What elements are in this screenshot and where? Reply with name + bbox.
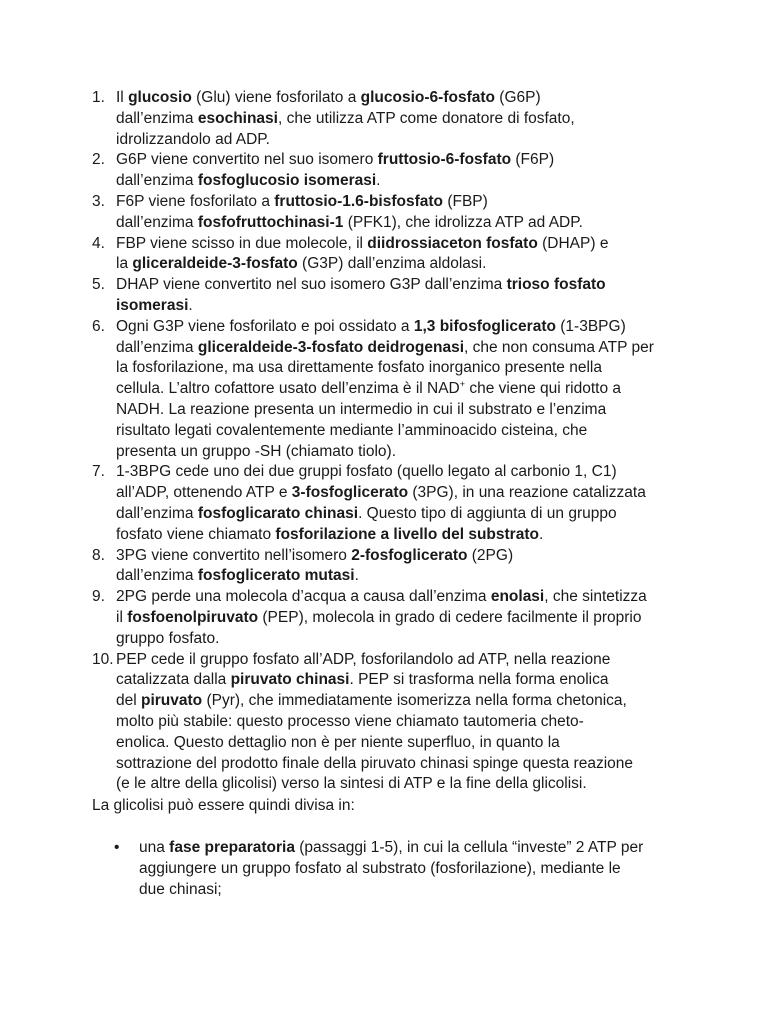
bold-term: diidrossiaceton fosfato bbox=[367, 234, 538, 252]
bullet-item bbox=[92, 838, 692, 900]
text-run: (PFK1), che idrolizza ATP ad ADP. bbox=[343, 213, 583, 231]
text-run: del bbox=[116, 692, 141, 710]
text-run: sottrazione del prodotto finale della piruvato chinasi spinge questa reazione bbox=[116, 754, 634, 772]
step-item bbox=[92, 546, 692, 588]
text-run: FBP viene scisso in due molecole, il bbox=[116, 234, 368, 252]
text-run: . Questo tipo di aggiunta di un gruppo bbox=[358, 504, 617, 522]
glycolysis-phases-list bbox=[92, 838, 692, 900]
text-run: Ogni G3P viene fosforilato e poi ossidato a bbox=[116, 317, 414, 335]
text-run: presenta un gruppo -SH (chiamato tiolo). bbox=[116, 442, 397, 460]
text-run: (1-3BPG) bbox=[555, 317, 626, 335]
text-run: . PEP si trasforma nella forma enolica bbox=[349, 671, 609, 689]
bold-term: trioso fosfato bbox=[506, 276, 606, 294]
bold-term: piruvato chinasi bbox=[230, 671, 350, 689]
step-text bbox=[116, 546, 692, 588]
bold-term: fosforilazione a livello del substrato bbox=[275, 525, 539, 543]
text-run: PEP cede il gruppo fosfato all’ADP, fosforilandolo ad ATP, nella reazione bbox=[116, 650, 611, 668]
text-run: (G6P) bbox=[495, 89, 541, 106]
step-number: 3. bbox=[92, 192, 105, 210]
step-item bbox=[92, 234, 692, 276]
text-run: dall’enzima bbox=[116, 338, 198, 356]
text-run: , che sintetizza bbox=[544, 588, 647, 606]
step-number: 4. bbox=[92, 234, 105, 252]
bold-term: fosfoglucosio isomerasi bbox=[197, 172, 377, 190]
text-run: dall’enzima bbox=[116, 504, 198, 522]
step-number: 2. bbox=[92, 151, 105, 169]
step-item bbox=[92, 462, 692, 545]
text-run: dall’enzima bbox=[116, 567, 198, 585]
text-run: (DHAP) e bbox=[537, 234, 609, 252]
text-run: enolica. Questo dettaglio non è per niente superfluo, in quanto la bbox=[116, 733, 560, 751]
step-item bbox=[92, 192, 692, 234]
step-text bbox=[116, 275, 692, 317]
bold-term: fase preparatoria bbox=[169, 839, 295, 856]
text-run: che viene qui ridotto a bbox=[465, 380, 621, 398]
text-run: (3PG), in una reazione catalizzata bbox=[408, 484, 646, 502]
text-run: (Glu) viene fosforilato a bbox=[191, 89, 361, 106]
bold-term: glucosio-6-fosfato bbox=[360, 89, 495, 106]
text-run: aggiungere un gruppo fosfato al substrato (fosforilazione), mediante le bbox=[139, 859, 621, 877]
glycolysis-steps-list bbox=[92, 88, 692, 795]
step-number: 9. bbox=[92, 588, 105, 606]
step-text bbox=[116, 192, 692, 234]
text-run: 2PG perde una molecola d’acqua a causa dall’enzima bbox=[116, 588, 491, 606]
bold-term: glucosio bbox=[128, 89, 192, 106]
bold-term: piruvato bbox=[141, 692, 203, 710]
bold-term: isomerasi bbox=[116, 296, 189, 314]
step-item bbox=[92, 275, 692, 317]
step-text bbox=[116, 650, 692, 796]
step-text bbox=[116, 587, 692, 649]
text-run: (Pyr), che immediatamente isomerizza nella forma chetonica, bbox=[202, 692, 627, 710]
text-run: . bbox=[376, 172, 381, 190]
bold-term: gliceraldeide-3-fosfato bbox=[132, 255, 298, 273]
bold-term: fruttosio-1.6-bisfosfato bbox=[274, 192, 444, 210]
bold-term: fruttosio-6-fosfato bbox=[377, 151, 512, 169]
text-run: (F6P) bbox=[511, 151, 555, 169]
step-item bbox=[92, 317, 692, 463]
bold-term: fosfoglicerato mutasi bbox=[197, 567, 355, 585]
text-run: 1-3BPG cede uno dei due gruppi fosfato (quello legato al carbonio 1, C1) bbox=[116, 463, 617, 481]
text-run: la fosforilazione, ma usa direttamente fosfato inorganico presente nella bbox=[116, 359, 602, 377]
text-run: (FBP) bbox=[443, 192, 488, 210]
text-run: . bbox=[538, 525, 544, 543]
step-number: 6. bbox=[92, 317, 105, 335]
text-run: (G3P) dall’enzima aldolasi. bbox=[297, 255, 487, 273]
bold-term: fosfofruttochinasi-1 bbox=[197, 213, 344, 231]
text-run: cellula. L’altro cofattore usato dell’enzima è il NAD bbox=[116, 380, 460, 398]
step-number: 10. bbox=[92, 650, 114, 668]
bold-term: fosfoenolpiruvato bbox=[127, 608, 259, 626]
text-run: idrolizzandolo ad ADP. bbox=[116, 130, 270, 148]
bold-term: fosfoglicarato chinasi bbox=[197, 504, 359, 522]
step-item bbox=[92, 587, 692, 649]
superscript-text: + bbox=[459, 379, 466, 390]
step-text bbox=[116, 88, 692, 150]
text-run: molto più stabile: questo processo viene chiamato tautomeria cheto- bbox=[116, 712, 584, 730]
text-run: (e le altre della glicolisi) verso la sintesi di ATP e la fine della glicolisi. bbox=[116, 775, 587, 793]
text-run: il bbox=[116, 608, 128, 626]
bullet-text bbox=[139, 838, 692, 900]
step-text bbox=[116, 150, 692, 192]
bullet-icon: • bbox=[114, 839, 120, 856]
text-run: . bbox=[188, 296, 193, 314]
text-run: una bbox=[139, 839, 170, 856]
text-run: dall’enzima bbox=[116, 172, 198, 190]
text-run: due chinasi; bbox=[139, 880, 222, 898]
bold-term: esochinasi bbox=[197, 109, 278, 127]
text-run: (2PG) bbox=[467, 546, 514, 564]
step-text bbox=[116, 462, 692, 545]
text-run: la bbox=[116, 255, 133, 273]
step-number: 5. bbox=[92, 276, 105, 294]
bold-term: 2-fosfoglicerato bbox=[351, 546, 468, 564]
step-item bbox=[92, 150, 692, 192]
step-item bbox=[92, 650, 692, 796]
text-run: (passaggi 1-5), in cui la cellula “investe” 2 ATP per bbox=[294, 839, 644, 856]
step-number: 8. bbox=[92, 546, 105, 564]
text-run: gruppo fosfato. bbox=[116, 629, 220, 647]
glycolysis-division-intro: La glicolisi può essere quindi divisa in: bbox=[92, 797, 355, 814]
text-run: . bbox=[354, 567, 359, 585]
bold-term: enolasi bbox=[490, 588, 545, 606]
text-run: dall’enzima bbox=[116, 213, 198, 231]
step-text bbox=[116, 317, 692, 463]
text-run: F6P viene fosforilato a bbox=[116, 192, 275, 210]
bold-term: 1,3 bifosfoglicerato bbox=[413, 317, 556, 335]
text-run: NADH. La reazione presenta un intermedio in cui il substrato e l’enzima bbox=[116, 400, 607, 418]
text-run: (PEP), molecola in grado di cedere facilmente il proprio bbox=[258, 608, 642, 626]
text-run: , che utilizza ATP come donatore di fosfato, bbox=[277, 109, 575, 127]
text-run: 3PG viene convertito nell’isomero bbox=[116, 546, 352, 564]
text-run: G6P viene convertito nel suo isomero bbox=[116, 151, 378, 169]
text-run: catalizzata dalla bbox=[116, 671, 231, 689]
bold-term: gliceraldeide-3-fosfato deidrogenasi bbox=[197, 338, 465, 356]
bold-term: 3-fosfoglicerato bbox=[291, 484, 409, 502]
step-text bbox=[116, 234, 692, 276]
text-run: DHAP viene convertito nel suo isomero G3P dall’enzima bbox=[116, 276, 507, 294]
text-run: dall’enzima bbox=[116, 109, 198, 127]
text-run: all’ADP, ottenendo ATP e bbox=[116, 484, 292, 502]
step-number: 1. bbox=[92, 89, 105, 106]
step-item bbox=[92, 88, 692, 150]
text-run: , che non consuma ATP per bbox=[464, 338, 654, 356]
text-run: fosfato viene chiamato bbox=[116, 525, 276, 543]
text-run: Il bbox=[116, 89, 129, 106]
step-number: 7. bbox=[92, 463, 105, 481]
text-run: risultato legati covalentemente mediante l’amminoacido cisteina, che bbox=[116, 421, 588, 439]
